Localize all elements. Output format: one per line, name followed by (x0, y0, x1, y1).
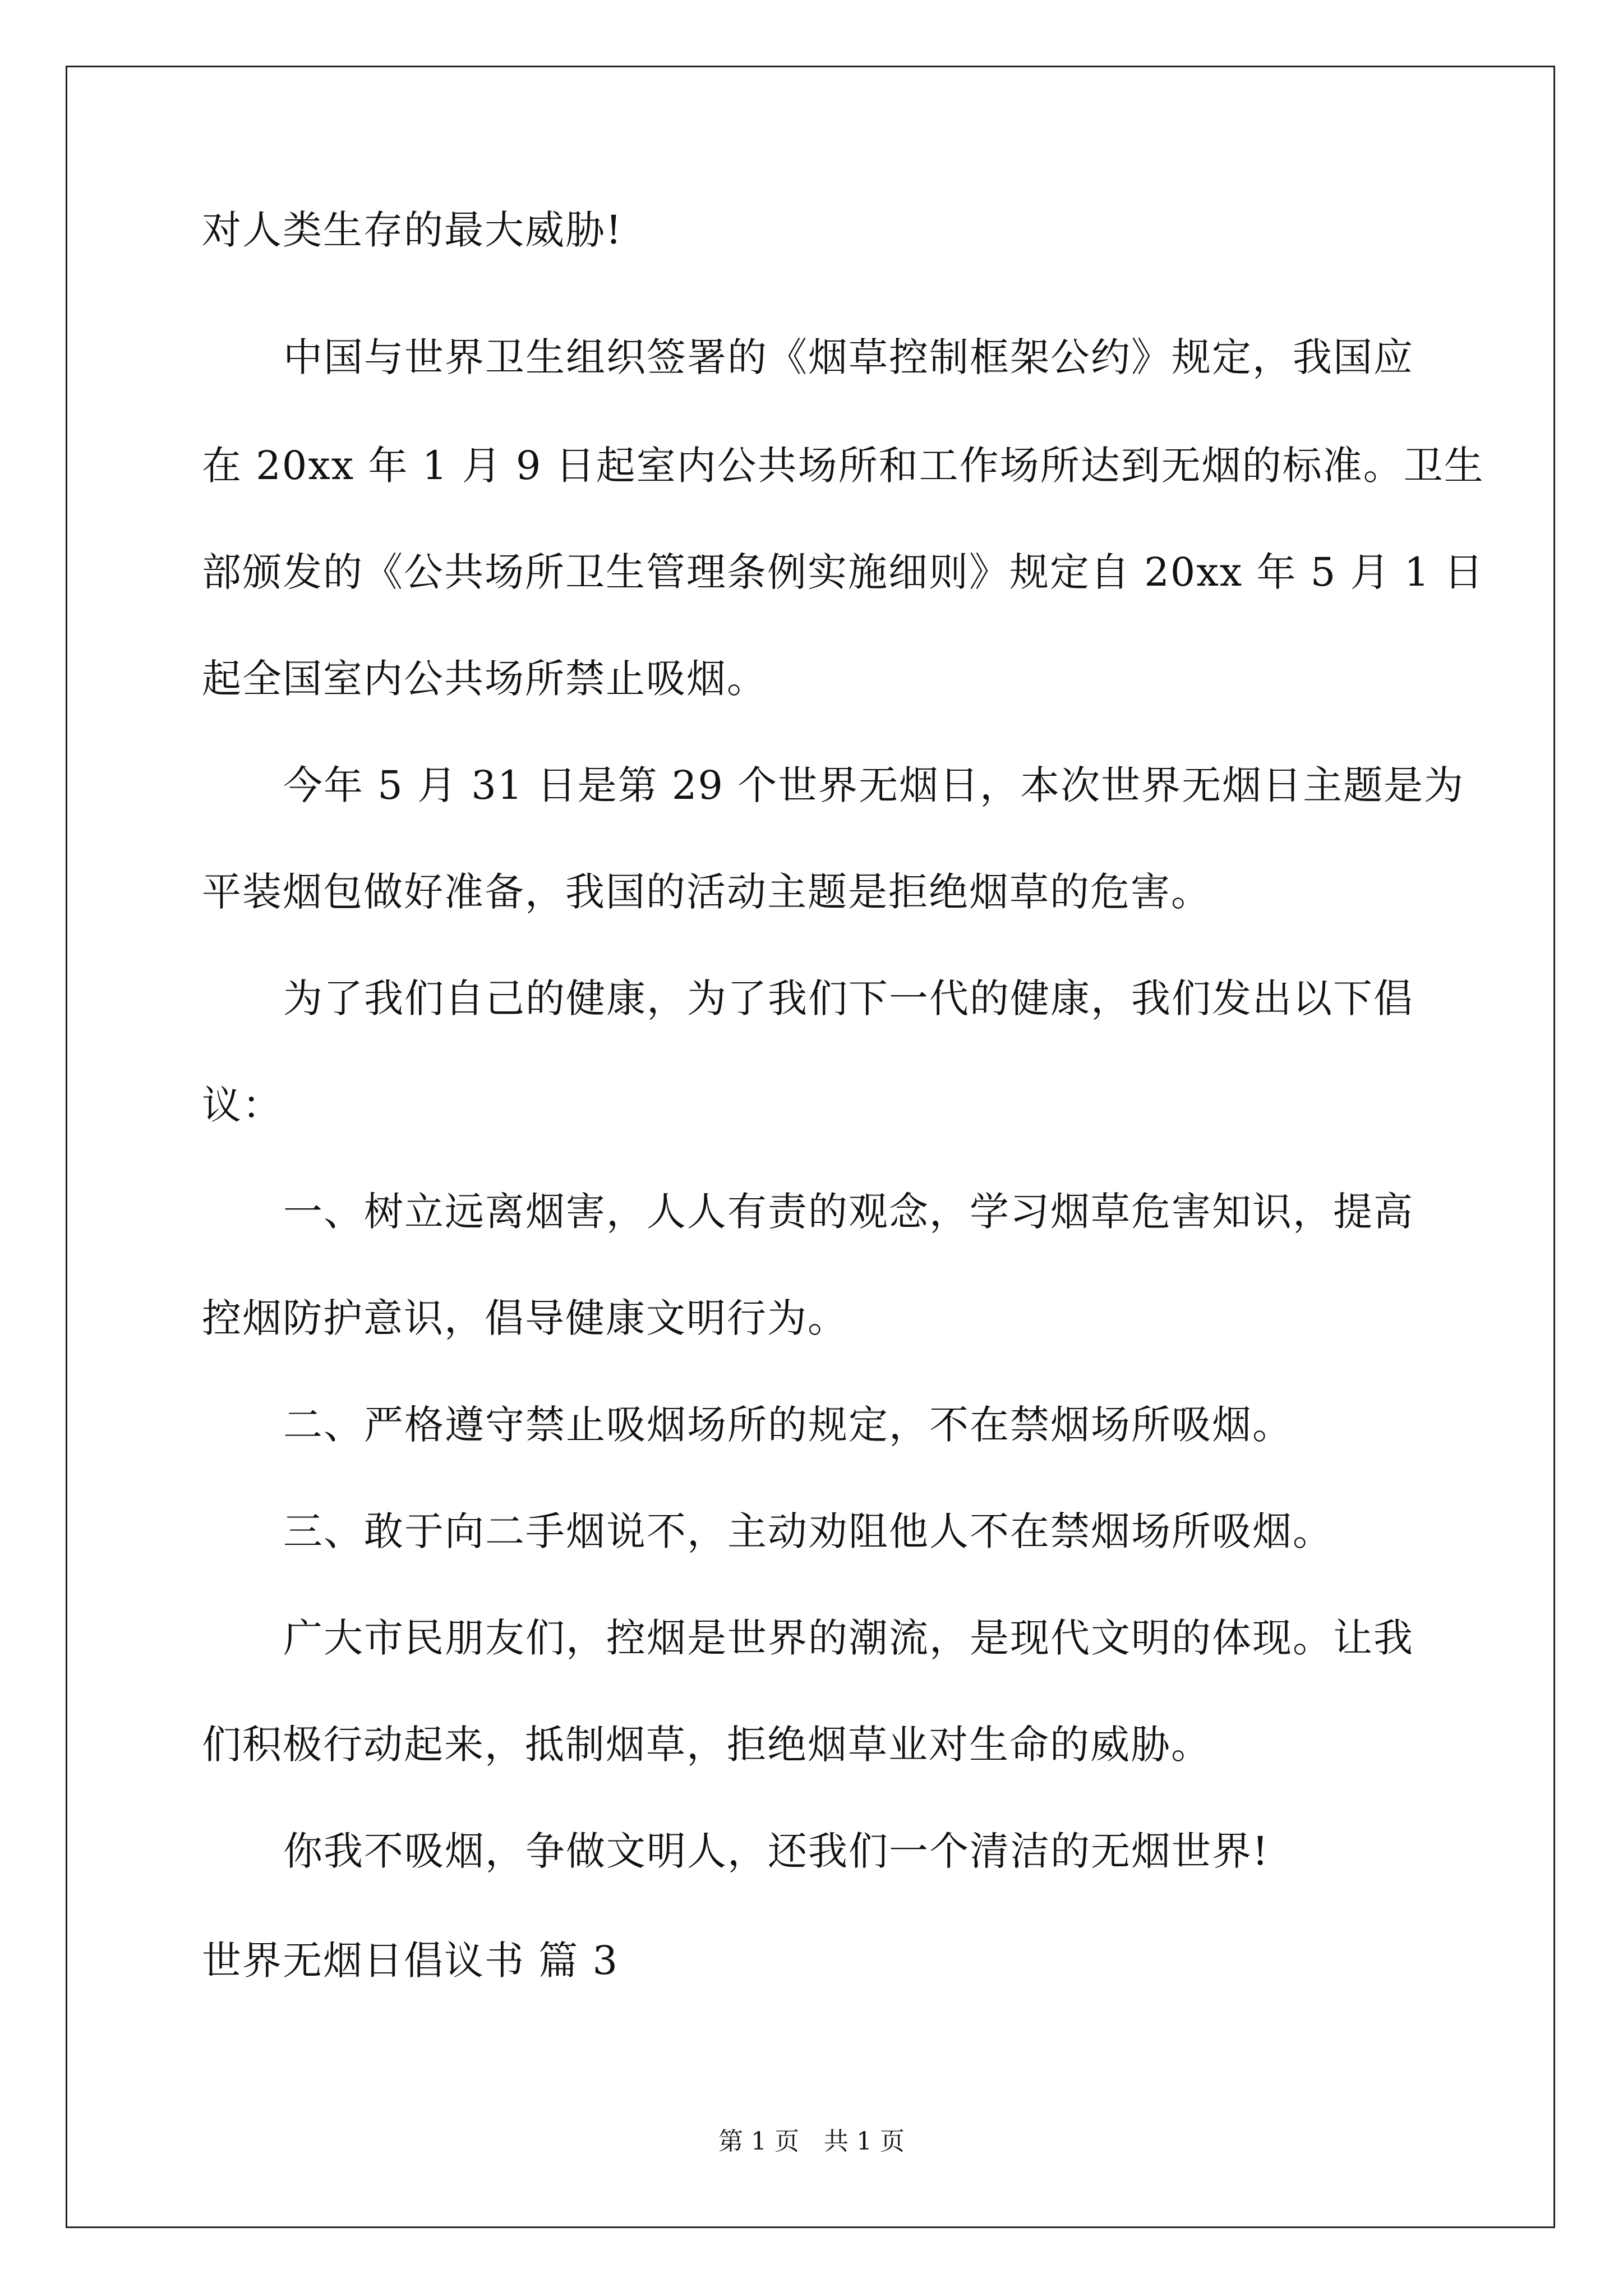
text-line: 议： (202, 1082, 283, 1128)
text-line: 们积极行动起来，抵制烟草，拒绝烟草业对生命的威胁。 (202, 1722, 1211, 1768)
text-line: 你我不吸烟，争做文明人，还我们一个清洁的无烟世界! (283, 1828, 1270, 1874)
text-line: 平装烟包做好准备，我国的活动主题是拒绝烟草的危害。 (202, 869, 1211, 915)
text-line: 起全国室内公共场所禁止吸烟。 (202, 656, 767, 702)
text-line: 广大市民朋友们，控烟是世界的潮流，是现代文明的体现。让我 (283, 1615, 1414, 1661)
page-footer: 第 1 页 共 1 页 (718, 2127, 905, 2156)
text-line: 对人类生存的最大威胁! (202, 207, 623, 253)
text-line: 一、树立远离烟害，人人有责的观念，学习烟草危害知识，提高 (283, 1189, 1414, 1235)
text-line: 中国与世界卫生组织签署的《烟草控制框架公约》规定，我国应 (283, 334, 1414, 380)
text-line: 为了我们自己的健康，为了我们下一代的健康，我们发出以下倡 (283, 976, 1414, 1022)
page-border (66, 66, 1555, 2228)
section-heading: 世界无烟日倡议书 篇 3 (202, 1938, 619, 1984)
text-line: 部颁发的《公共场所卫生管理条例实施细则》规定自 20xx 年 5 月 1 日 (202, 549, 1484, 595)
text-line: 三、敢于向二手烟说不，主动劝阻他人不在禁烟场所吸烟。 (283, 1508, 1333, 1554)
text-line: 今年 5 月 31 日是第 29 个世界无烟日，本次世界无烟日主题是为 (283, 762, 1465, 808)
text-line: 控烟防护意识，倡导健康文明行为。 (202, 1295, 848, 1341)
text-line: 在 20xx 年 1 月 9 日起室内公共场所和工作场所达到无烟的标准。卫生 (202, 443, 1484, 489)
text-line: 二、严格遵守禁止吸烟场所的规定，不在禁烟场所吸烟。 (283, 1402, 1293, 1448)
